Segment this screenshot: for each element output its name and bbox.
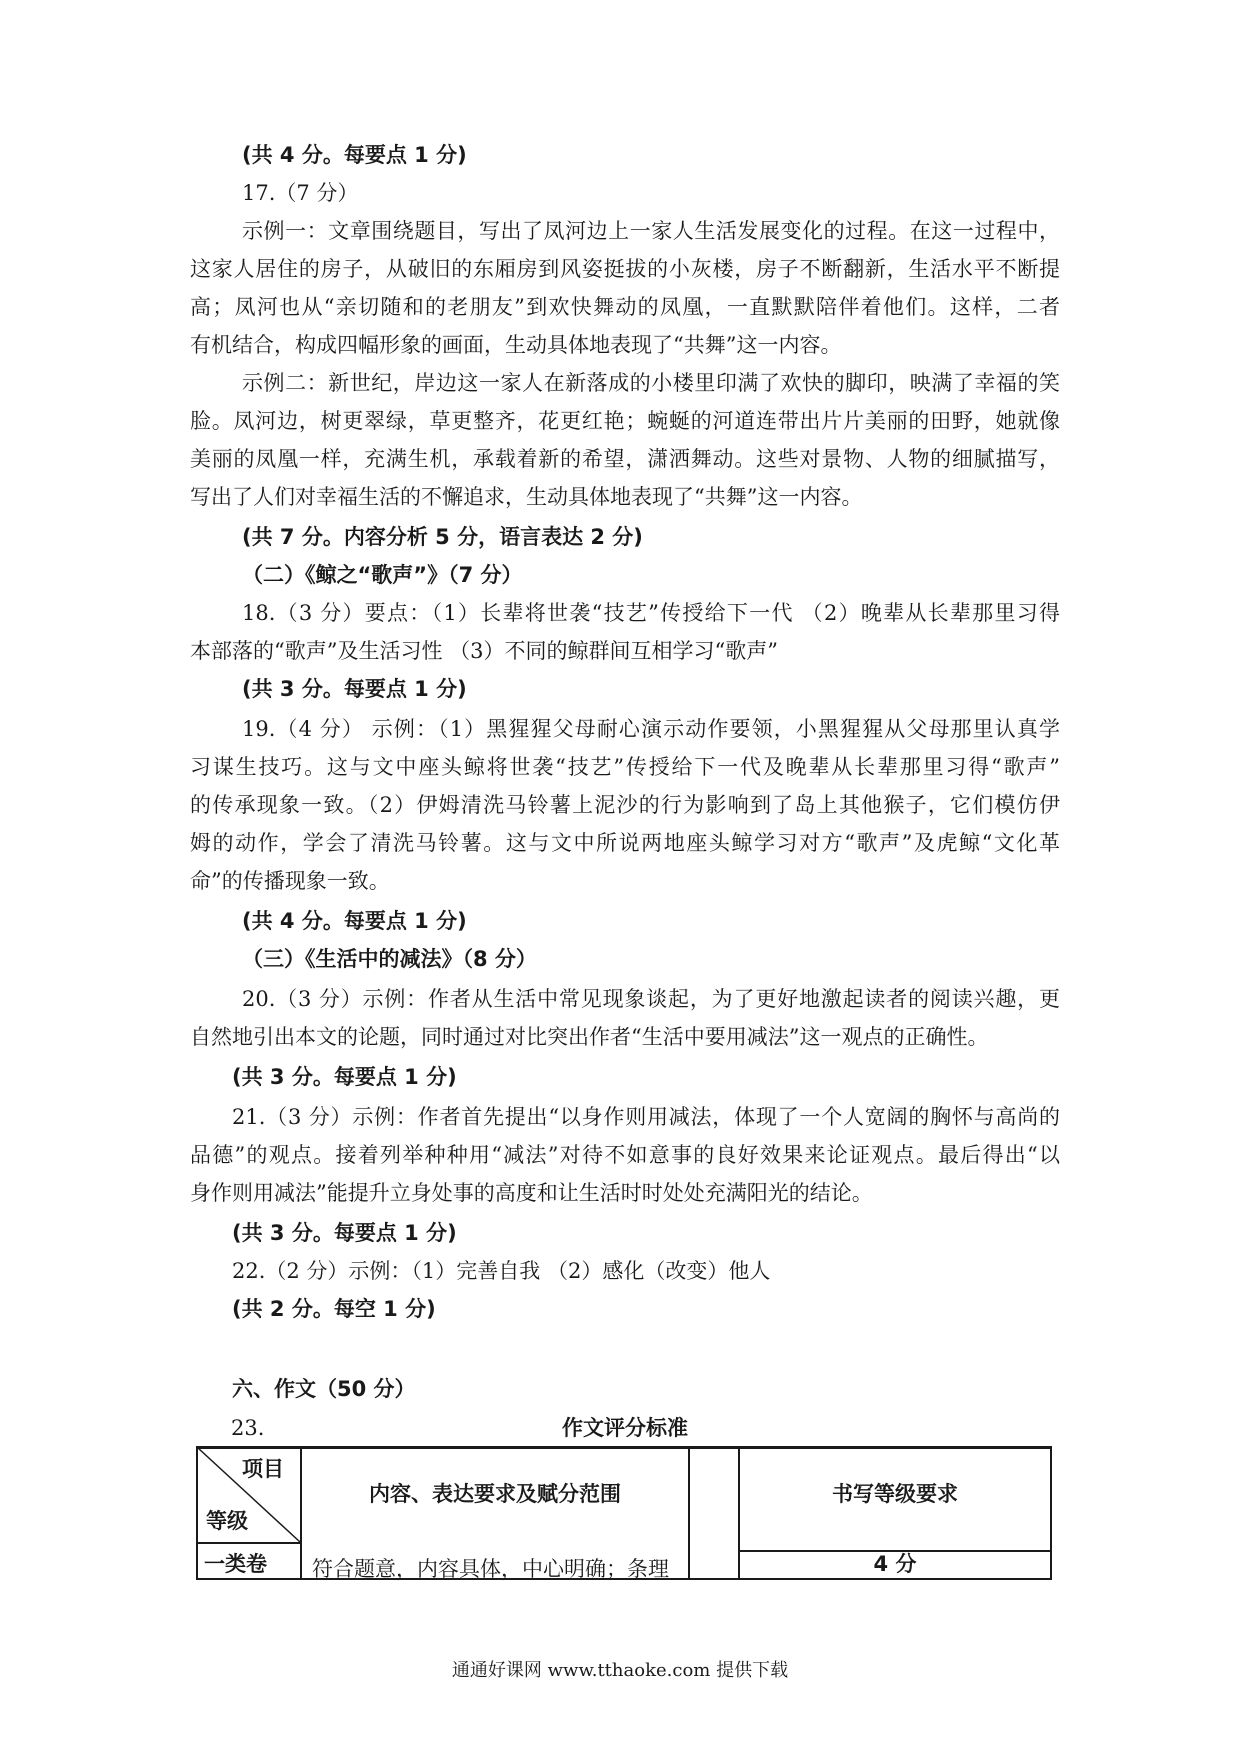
header-content: 内容、表达要求及赋分范围 [369,1482,621,1506]
page-footer: 通通好课网 www.tthaoke.com 提供下载 [451,1660,789,1681]
paragraph-line: 这家人居住的房子，从破旧的东厢房到风姿挺拔的小灰楼，房子不断翻新，生活水平不断提 [190,257,1060,281]
row-content-first: 符合题意，内容具体，中心明确；条理 [312,1557,669,1581]
paragraph-line: 品德”的观点。接着列举种种用“减法”对待不如意事的良好效果来论证观点。最后得出“以 [190,1143,1060,1167]
paragraph-line: 自然地引出本文的论题，同时通过对比突出作者“生活中要用减法”这一观点的正确性。 [190,1025,989,1049]
paragraph-line: 写出了人们对幸福生活的不懈追求，生动具体地表现了“共舞”这一内容。 [190,485,863,509]
row-writing-first: 4 分 [873,1552,917,1576]
section-heading: 六、作文（50 分） [232,1377,416,1401]
score-note: (共 4 分。每要点 1 分) [242,909,467,933]
scoring-table [196,1446,1052,1580]
paragraph-line: 19.（4 分） 示例：（1）黑猩猩父母耐心演示动作要领，小黑猩猩从父母那里认真学 [242,717,1060,741]
score-note: (共 7 分。内容分析 5 分，语言表达 2 分) [242,525,643,549]
score-note: (共 3 分。每要点 1 分) [242,677,467,701]
question-23-number: 23. [231,1416,265,1440]
paragraph-line: 脸。凤河边，树更翠绿，草更整齐，花更红艳；蜿蜒的河道连带出片片美丽的田野，她就像 [190,409,1060,433]
paragraph-line: 的传承现象一致。（2）伊姆清洗马铃薯上泥沙的行为影响到了岛上其他猴子，它们模仿伊 [190,793,1060,817]
score-note: (共 2 分。每空 1 分) [232,1297,436,1321]
row-level-first: 一类卷 [204,1552,267,1576]
table-border [196,1446,1052,1449]
paragraph-line: 21.（3 分）示例：作者首先提出“以身作则用减法，体现了一个人宽阔的胸怀与高尚的 [232,1105,1060,1129]
paragraph-line: 命”的传播现象一致。 [190,869,390,893]
score-note: (共 3 分。每要点 1 分) [232,1221,457,1245]
header-writing: 书写等级要求 [832,1482,958,1506]
table-border [1050,1446,1052,1580]
section-heading: （三）《生活中的减法》（8 分） [242,947,537,971]
section-heading: （二）《鲸之“歌声”》（7 分） [242,563,523,587]
paragraph-line: 示例一：文章围绕题目，写出了凤河边上一家人生活发展变化的过程。在这一过程中， [242,219,1060,243]
paragraph-line: 有机结合，构成四幅形象的画面，生动具体地表现了“共舞”这一内容。 [190,333,842,357]
paragraph-line: 美丽的凤凰一样，充满生机，承载着新的希望，潇洒舞动。这些对景物、人物的细腻描写， [190,447,1060,471]
corner-label-item: 项目 [242,1457,284,1481]
table-border [688,1446,690,1580]
paragraph-line: 高；凤河也从“亲切随和的老朋友”到欢快舞动的凤凰，一直默默陪伴着他们。这样，二者 [190,295,1060,319]
table-caption [190,1410,1060,1446]
paragraph-line: 20.（3 分）示例：作者从生活中常见现象谈起，为了更好地激起读者的阅读兴趣，更 [242,987,1060,1011]
paragraph-line: 习谋生技巧。这与文中座头鲸将世袭“技艺”传授给下一代及晚辈从长辈那里习得“歌声” [190,755,1060,779]
question-22-line: 22.（2 分）示例：（1）完善自我 （2）感化（改变）他人 [232,1259,771,1283]
paragraph-line: 本部落的“歌声”及生活习性 （3）不同的鲸群间互相学习“歌声” [190,639,778,663]
paragraph-line: 身作则用减法”能提升立身处事的高度和让生活时时处处充满阳光的结论。 [190,1181,873,1205]
paragraph-line: 姆的动作，学会了清洗马铃薯。这与文中所说两地座头鲸学习对方“歌声”及虎鲸“文化革 [190,831,1060,855]
corner-label-level: 等级 [206,1509,248,1533]
table-title: 作文评分标准 [562,1416,688,1440]
question-17-heading: 17.（7 分） [242,181,359,205]
score-note: (共 3 分。每要点 1 分) [232,1065,457,1089]
paragraph-line: 18.（3 分）要点：（1）长辈将世袭“技艺”传授给下一代 （2）晚辈从长辈那里习得 [242,601,1060,625]
score-note: (共 4 分。每要点 1 分) [242,143,467,167]
paragraph-line: 示例二：新世纪，岸边这一家人在新落成的小楼里印满了欢快的脚印，映满了幸福的笑 [242,371,1060,395]
